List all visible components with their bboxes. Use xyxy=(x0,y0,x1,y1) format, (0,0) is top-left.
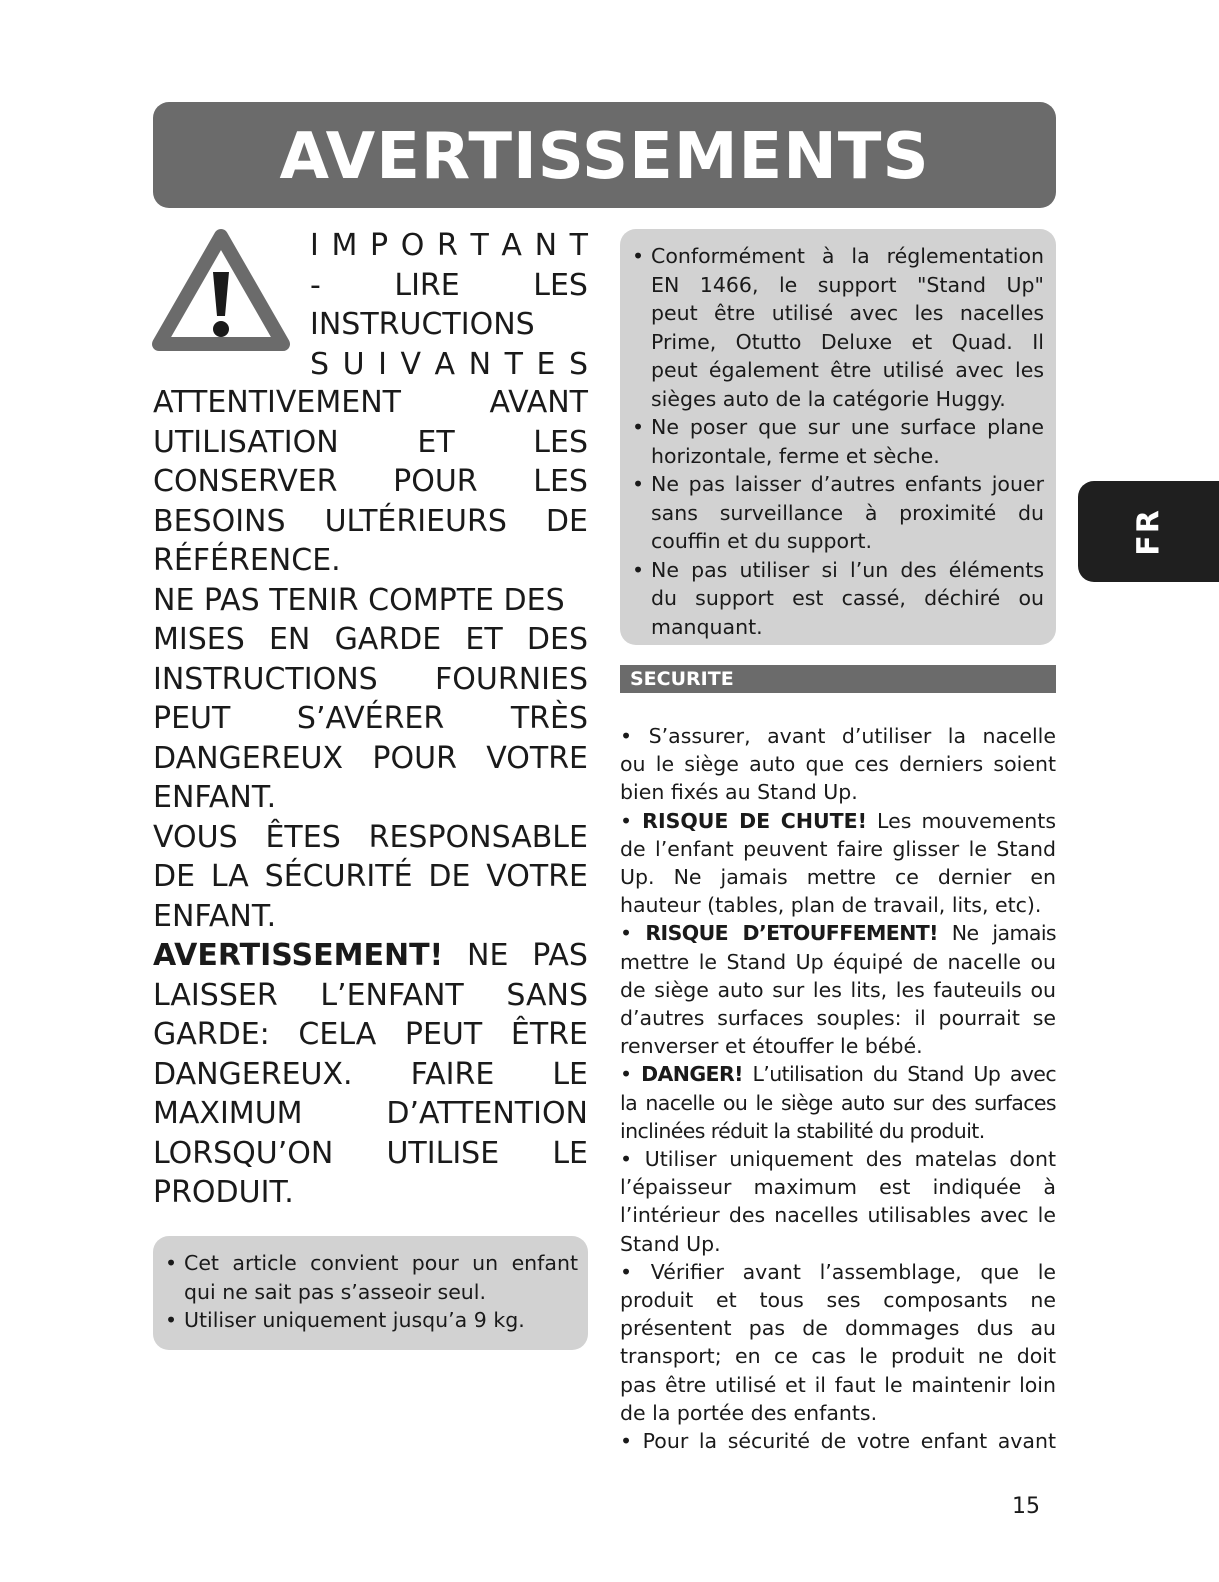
important-word: E xyxy=(536,346,556,382)
security-line: d’autres surfaces souples: il pourrait se xyxy=(620,1006,1056,1031)
security-line: • Pour la sécurité de votre enfant avant xyxy=(620,1429,1056,1454)
warning-text-line xyxy=(153,1173,588,1213)
important-word: V xyxy=(400,346,421,382)
bullet-line: sans surveillance à proximité du xyxy=(651,500,1044,525)
warning-word: NE xyxy=(467,938,509,973)
security-line: présentent pas de dommages dus au xyxy=(620,1316,1056,1341)
security-line: pas être utilisé et il faut le maintenir loin xyxy=(620,1372,1056,1397)
warning-word: GARDE: xyxy=(153,1017,270,1052)
bullet-line: couffin et du support. xyxy=(651,529,873,553)
warning-word: FAIRE xyxy=(410,1056,495,1092)
security-line xyxy=(620,807,1056,835)
bullet-item xyxy=(632,556,1044,642)
important-word: S xyxy=(310,346,330,382)
bullet-item xyxy=(165,1306,578,1335)
warning-word: CELA xyxy=(298,1017,377,1052)
security-line: ou le siège auto que ces derniers soient xyxy=(620,752,1056,777)
bullet-line: EN 1466, le support "Stand Up" xyxy=(651,272,1044,297)
security-line: hauteur (tables, plan de travail, lits, etc). xyxy=(620,893,1042,918)
warning-text-line xyxy=(153,857,588,897)
security-line: mettre le Stand Up équipé de nacelle ou xyxy=(620,949,1056,974)
important-word: T xyxy=(504,346,523,382)
important-word: R xyxy=(436,228,458,263)
security-line: de siège auto sur les lits, les fauteuils ou xyxy=(620,977,1056,1002)
bullet-text xyxy=(651,413,1044,470)
page-title: AVERTISSEMENTS xyxy=(153,102,1056,208)
bullet-line: manquant. xyxy=(651,614,763,639)
security-text-part: Les mouvements xyxy=(877,808,1056,833)
warning-word: UTILISATION xyxy=(153,424,339,460)
bullet-line: peut également être utilisé avec les xyxy=(651,358,1044,382)
important-word: INSTRUCTIONS xyxy=(310,307,535,342)
bullet-line: Prime, Otutto Deluxe et Quad. Il xyxy=(651,329,1044,354)
bullet-line: peut être utilisé avec les nacelles xyxy=(651,301,1044,325)
bullet-item xyxy=(632,470,1044,556)
security-line: bien fixés au Stand Up. xyxy=(620,780,858,805)
important-line xyxy=(310,305,588,345)
security-line xyxy=(620,1060,1056,1088)
bullet-line: sièges auto de la catégorie Huggy. xyxy=(651,386,1006,411)
warning-text-line xyxy=(153,897,588,937)
section-heading-securite: SECURITE xyxy=(620,665,1056,693)
important-word: O xyxy=(400,228,425,263)
warning-text-line xyxy=(153,1134,588,1174)
important-word: LIRE xyxy=(394,267,460,303)
warning-word: AVANT xyxy=(489,385,588,420)
bullet-dot: • xyxy=(620,1062,642,1087)
bullet-item xyxy=(632,242,1044,413)
warning-word: LORSQU’ON xyxy=(153,1135,334,1171)
important-word: LES xyxy=(533,267,588,303)
warning-word: DANGEREUX. xyxy=(153,1056,353,1092)
important-word: - xyxy=(310,267,321,303)
warning-word: MAXIMUM xyxy=(153,1096,303,1131)
important-word: M xyxy=(331,228,358,263)
left-info-box xyxy=(153,1236,588,1350)
warning-text-line xyxy=(153,660,588,700)
warning-text-line xyxy=(153,1055,588,1095)
warning-word: ENFANT. xyxy=(153,780,277,815)
security-bold-label: DANGER! xyxy=(641,1062,743,1087)
important-word: N xyxy=(468,346,492,382)
bullet-line: du support est cassé, déchiré ou xyxy=(651,586,1044,610)
bullet-dot: • xyxy=(165,1308,178,1332)
warning-triangle-icon xyxy=(151,228,291,354)
bullet-dot: • xyxy=(620,921,646,946)
warning-word: VOUS xyxy=(153,819,238,855)
bullet-line: Ne pas utiliser si l’un des éléments xyxy=(651,557,1044,582)
bullet-text xyxy=(184,1249,578,1306)
warning-word: UTILISE xyxy=(386,1135,500,1171)
warning-word: RÉFÉRENCE. xyxy=(153,543,341,578)
warning-word: VOTRE xyxy=(486,859,588,894)
warning-text-line xyxy=(153,739,588,779)
bullet-dot: • xyxy=(632,415,645,439)
warning-word: PRODUIT. xyxy=(153,1175,294,1210)
warning-word: ET xyxy=(417,424,455,460)
warning-word: EN xyxy=(268,622,311,657)
warning-word: LA xyxy=(210,859,249,894)
security-line: inclinées réduit la stabilité du produit. xyxy=(620,1118,985,1143)
security-line: Up. Ne jamais mettre ce dernier en xyxy=(620,865,1056,890)
security-line: la nacelle ou le siège auto sur des surfaces xyxy=(620,1090,1056,1115)
warning-word: PEUT xyxy=(404,1017,483,1052)
warning-word: CONSERVER xyxy=(153,464,338,499)
warning-word: PAS xyxy=(532,938,588,973)
warning-text-line xyxy=(153,936,588,976)
security-line: de la portée des enfants. xyxy=(620,1400,878,1425)
important-word: P xyxy=(370,228,389,263)
warning-text-line xyxy=(153,1015,588,1055)
warning-word: S’AVÉRER xyxy=(296,701,445,736)
warning-word: FOURNIES xyxy=(435,661,588,697)
security-line xyxy=(620,919,1056,947)
warning-word: L’ENFANT xyxy=(320,977,464,1013)
warning-word: POUR xyxy=(393,464,478,499)
warning-word: DE xyxy=(545,503,588,539)
security-bold-label: RISQUE DE CHUTE! xyxy=(642,808,867,833)
warning-word: LES xyxy=(533,464,588,499)
warning-word: LAISSER xyxy=(153,977,278,1013)
warning-word: RESPONSABLE xyxy=(368,819,588,855)
bullet-item xyxy=(165,1249,578,1306)
warning-text-line xyxy=(153,818,588,858)
bullet-line: horizontale, ferme et sèche. xyxy=(651,443,940,468)
warning-text-line xyxy=(153,541,588,581)
warning-word: LE xyxy=(552,1135,588,1171)
security-text xyxy=(620,722,1056,1455)
warning-word: ET xyxy=(465,622,503,657)
security-line: • Utiliser uniquement des matelas dont xyxy=(620,1147,1056,1172)
warning-text-line xyxy=(153,778,588,818)
important-line xyxy=(310,266,588,306)
warning-word: D’ATTENTION xyxy=(386,1096,588,1131)
warning-text-line xyxy=(153,581,588,621)
important-word: A xyxy=(501,228,522,263)
bullet-text xyxy=(184,1306,578,1335)
warning-word: ATTENTIVEMENT xyxy=(153,385,401,420)
warning-text-line xyxy=(153,620,588,660)
bullet-item xyxy=(632,413,1044,470)
important-word: N xyxy=(534,228,558,263)
security-line: renverser et étouffer le bébé. xyxy=(620,1034,923,1059)
warning-word: INSTRUCTIONS xyxy=(153,661,378,697)
right-info-box xyxy=(620,229,1056,645)
warning-word: SÉCURITÉ xyxy=(264,859,413,894)
bullet-dot: • xyxy=(632,244,645,268)
warning-word: ENFANT. xyxy=(153,898,277,934)
warning-word: SANS xyxy=(506,977,588,1013)
warning-text-line xyxy=(153,976,588,1016)
warning-text-line xyxy=(153,1094,588,1134)
security-line: transport; en ce cas le produit ne doit xyxy=(620,1344,1056,1369)
security-bold-label: RISQUE D’ETOUFFEMENT! xyxy=(645,921,938,946)
important-word: I xyxy=(378,346,387,382)
language-tab xyxy=(1078,481,1219,582)
warning-text-line xyxy=(153,699,588,739)
warning-word: POUR xyxy=(372,740,457,776)
warning-word: NE PAS TENIR COMPTE DES xyxy=(153,582,565,618)
warning-word: DE xyxy=(428,859,471,894)
warning-word: TRÈS xyxy=(510,701,588,736)
warning-word: LES xyxy=(533,424,588,460)
important-word: U xyxy=(342,346,365,382)
security-text-part: L’utilisation du Stand Up avec xyxy=(752,1062,1056,1087)
security-line: Stand Up. xyxy=(620,1231,721,1256)
security-line: • Vérifier avant l’assemblage, que le xyxy=(620,1259,1056,1284)
important-word: A xyxy=(434,346,456,382)
language-tab-label: FR xyxy=(1131,507,1166,556)
bullet-line: Cet article convient pour un enfant xyxy=(184,1251,578,1275)
warning-text-line xyxy=(153,502,588,542)
bullet-text xyxy=(651,470,1044,556)
bullet-dot: • xyxy=(620,808,643,833)
main-warning-text xyxy=(153,383,588,1213)
security-line: de l’enfant peuvent faire glisser le Stand xyxy=(620,836,1056,861)
warning-word: DE xyxy=(153,859,196,894)
warning-word: BESOINS xyxy=(153,503,286,539)
important-word: T xyxy=(569,228,588,263)
warning-word: PEUT xyxy=(153,701,231,736)
warning-word: GARDE xyxy=(334,622,442,657)
security-line: produit et tous ses composants ne xyxy=(620,1288,1056,1313)
warning-text-line xyxy=(153,383,588,423)
bullet-dot: • xyxy=(165,1251,178,1275)
security-line: l’intérieur des nacelles utilisables avec le xyxy=(620,1203,1056,1228)
important-notice-header xyxy=(310,226,588,384)
warning-text-line xyxy=(153,423,588,463)
bullet-line: Ne poser que sur une surface plane xyxy=(651,415,1044,439)
avertissement-bold: AVERTISSEMENT! xyxy=(153,938,444,973)
warning-word: VOTRE xyxy=(486,740,588,776)
bullet-line: Ne pas laisser d’autres enfants jouer xyxy=(651,472,1044,496)
important-word: S xyxy=(568,346,588,382)
bullet-line: Utiliser uniquement jusqu’a 9 kg. xyxy=(184,1308,525,1332)
security-line: l’épaisseur maximum est indiquée à xyxy=(620,1175,1056,1200)
bullet-line: qui ne sait pas s’asseoir seul. xyxy=(184,1279,487,1304)
important-line xyxy=(310,226,588,266)
warning-word: DES xyxy=(526,622,588,657)
bullet-dot: • xyxy=(632,557,645,582)
warning-word: ULTÉRIEURS xyxy=(324,503,507,539)
bullet-text xyxy=(651,556,1044,642)
security-line: • S’assurer, avant d’utiliser la nacelle xyxy=(620,724,1056,748)
page-number: 15 xyxy=(1012,1494,1040,1519)
important-line xyxy=(310,345,588,385)
bullet-line: Conformément à la réglementation xyxy=(651,244,1044,268)
warning-word: ÊTES xyxy=(265,819,341,855)
bullet-dot: • xyxy=(632,472,645,496)
security-text-part: Ne jamais xyxy=(951,921,1056,946)
warning-word: ÊTRE xyxy=(510,1017,588,1052)
bullet-text xyxy=(651,242,1044,413)
important-word: I xyxy=(310,228,319,263)
important-word: T xyxy=(470,228,489,263)
warning-word: LE xyxy=(552,1056,588,1092)
warning-text-line xyxy=(153,462,588,502)
warning-word: MISES xyxy=(153,622,245,657)
warning-word: DANGEREUX xyxy=(153,740,344,776)
